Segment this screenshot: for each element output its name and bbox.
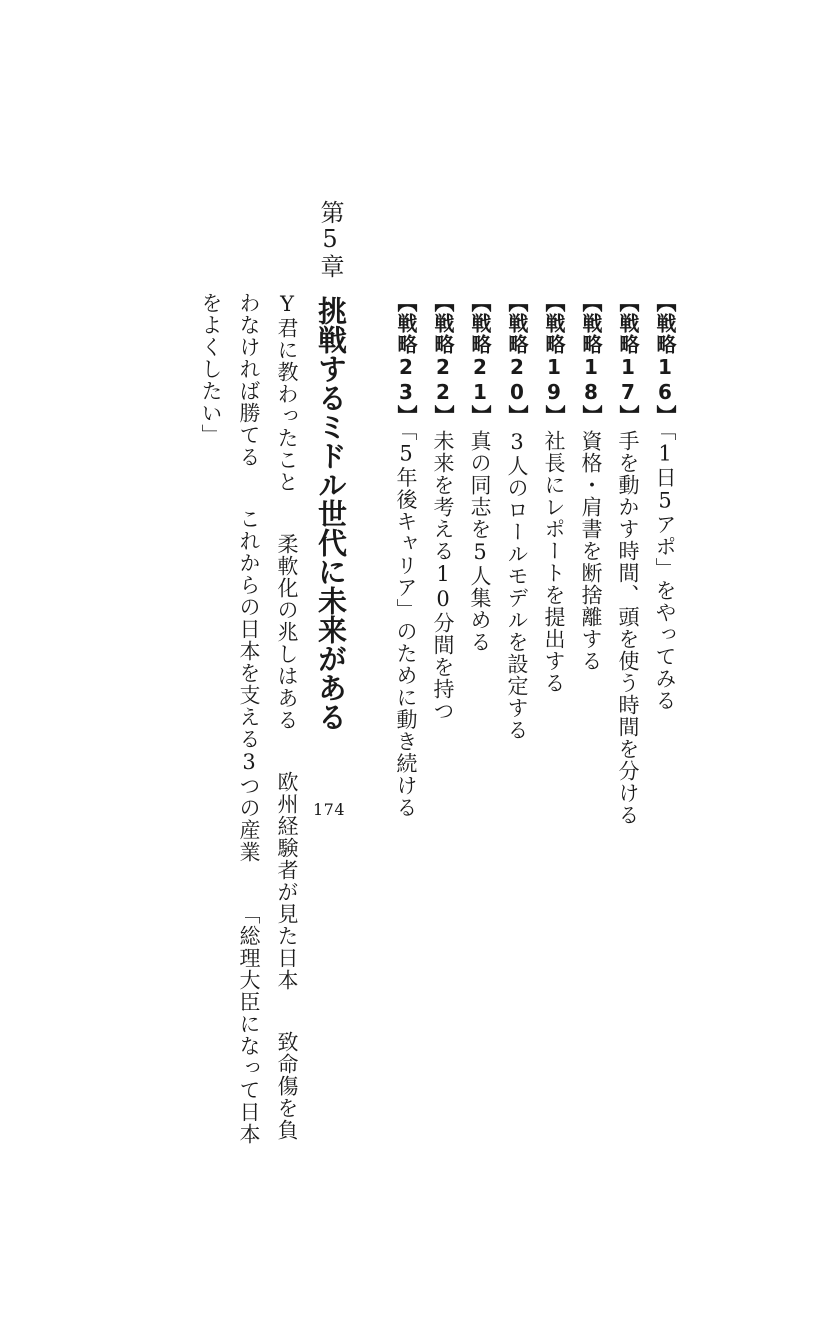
section-item[interactable]: 「総理大臣になって日本 bbox=[237, 903, 261, 1145]
strategy-title: 未来を考える10分間を持つ bbox=[431, 430, 455, 722]
strategy-tag: 【戦略18】 bbox=[579, 292, 603, 426]
strategy-19[interactable] bbox=[543, 292, 564, 694]
section-item[interactable]: 致命傷を負 bbox=[275, 1031, 299, 1141]
strategy-tag: 【戦略22】 bbox=[431, 292, 455, 426]
strategy-title: 真の同志を5人集める bbox=[468, 430, 492, 653]
strategy-16[interactable] bbox=[654, 292, 675, 712]
strategy-tag: 【戦略21】 bbox=[468, 292, 492, 426]
strategy-tag: 【戦略19】 bbox=[542, 292, 566, 426]
strategy-tag: 【戦略20】 bbox=[505, 292, 529, 426]
strategy-title: 「1日5アポ」をやってみる bbox=[653, 430, 677, 712]
chapter-title[interactable]: 挑戦するミドル世代に未来がある bbox=[314, 296, 348, 731]
strategy-title: 手を動かす時間、頭を使う時間を分ける bbox=[616, 430, 640, 826]
strategy-tag: 【戦略17】 bbox=[616, 292, 640, 426]
strategy-title: 資格・肩書を断捨離する bbox=[579, 430, 603, 672]
section-item[interactable]: わなければ勝てる bbox=[237, 292, 261, 468]
strategy-23[interactable] bbox=[395, 292, 416, 819]
strategy-18[interactable] bbox=[580, 292, 601, 672]
sections-col-3 bbox=[200, 292, 221, 446]
section-item[interactable]: Y君に教わったこと bbox=[275, 292, 299, 493]
strategy-title: 3人のロールモデルを設定する bbox=[505, 430, 529, 741]
sections-col-2 bbox=[238, 292, 259, 1145]
strategy-title: 社長にレポートを提出する bbox=[542, 430, 566, 694]
strategy-tag: 【戦略23】 bbox=[394, 292, 418, 426]
section-item[interactable]: これからの日本を支える3つの産業 bbox=[237, 508, 261, 863]
page-number: 174 bbox=[313, 800, 346, 819]
strategy-tag: 【戦略16】 bbox=[653, 292, 677, 426]
strategy-22[interactable] bbox=[432, 292, 453, 722]
section-item[interactable]: をよくしたい」 bbox=[199, 292, 223, 446]
strategy-title: 「5年後キャリア」のために動き続ける bbox=[394, 430, 418, 819]
strategy-20[interactable] bbox=[506, 292, 527, 741]
section-item[interactable]: 柔軟化の兆しはある bbox=[275, 533, 299, 731]
section-item[interactable]: 欧州経験者が見た日本 bbox=[275, 771, 299, 991]
strategy-17[interactable] bbox=[617, 292, 638, 826]
strategy-21[interactable] bbox=[469, 292, 490, 653]
sections-col-1 bbox=[276, 292, 297, 1141]
chapter-label: 第5章 bbox=[316, 200, 344, 279]
